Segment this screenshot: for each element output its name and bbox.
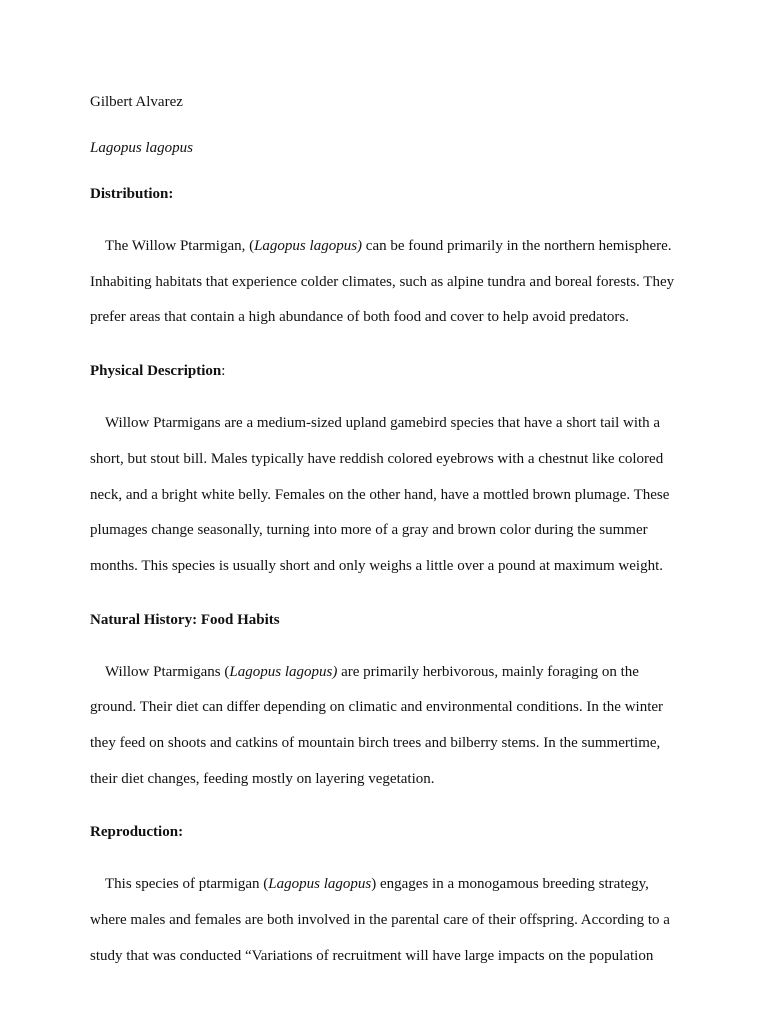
paragraph-food-habits xyxy=(90,655,690,798)
paragraph-line: their diet changes, feeding mostly on layering vegetation. xyxy=(90,770,435,787)
species-name-italic: Lagopus lagopus) xyxy=(254,238,363,254)
text-run: The Willow Ptarmigan, ( xyxy=(105,238,255,254)
paragraph-line: Inhabiting habitats that experience colder climates, such as alpine tundra and boreal forests. They xyxy=(90,273,675,290)
heading-physical-description xyxy=(90,360,690,382)
paragraph-line xyxy=(90,229,690,265)
text-run: This species of ptarmigan ( xyxy=(105,876,269,893)
paragraph-line: ground. Their diet can differ depending on climatic and environmental conditions. In the winter xyxy=(90,699,664,716)
species-title: Lagopus lagopus xyxy=(90,140,193,156)
paragraph-line: months. This species is usually short and only weighs a little over a pound at maximum weight. xyxy=(90,557,663,574)
heading-food-habits: Natural History: Food Habits xyxy=(90,611,280,628)
heading-colon: : xyxy=(221,363,226,380)
text-run: can be found primarily in the northern hemisphere. xyxy=(362,238,672,254)
paragraph-line: study that was conducted “Variations of recruitment will have large impacts on the population xyxy=(90,947,654,964)
heading-reproduction: Reproduction: xyxy=(90,824,184,841)
text-run: are primarily herbivorous, mainly foraging on the xyxy=(337,663,639,680)
paragraph-distribution xyxy=(90,229,690,336)
species-name-italic: Lagopus lagopus xyxy=(268,876,372,893)
paragraph-physical-description xyxy=(90,406,690,585)
paragraph-reproduction xyxy=(90,867,690,974)
heading-distribution: Distribution: xyxy=(90,186,174,202)
paragraph-line: prefer areas that contain a high abundance of both food and cover to help avoid predators. xyxy=(90,309,629,326)
heading-text: Physical Description xyxy=(90,363,222,380)
text-run: ) engages in a monogamous breeding strategy, xyxy=(371,876,649,893)
paragraph-line: they feed on shoots and catkins of mountain birch trees and bilberry stems. In the summertime, xyxy=(90,735,661,752)
author-name: Gilbert Alvarez xyxy=(90,94,183,110)
paragraph-line xyxy=(90,655,690,691)
document-body xyxy=(90,91,690,999)
paragraph-line: short, but stout bill. Males typically have reddish colored eyebrows with a chestnut like colored xyxy=(90,450,664,467)
paragraph-line xyxy=(90,867,690,903)
paragraph-line: plumages change seasonally, turning into more of a gray and brown color during the summer xyxy=(90,522,648,539)
paragraph-line: where males and females are both involved in the parental care of their offspring. According to a xyxy=(90,912,670,929)
paragraph-line: neck, and a bright white belly. Females on the other hand, have a mottled brown plumage. These xyxy=(90,486,670,503)
species-name-italic: Lagopus lagopus) xyxy=(229,663,338,680)
paragraph-line: Willow Ptarmigans are a medium-sized upland gamebird species that have a short tail with a xyxy=(105,415,661,432)
text-run: Willow Ptarmigans ( xyxy=(105,663,230,680)
